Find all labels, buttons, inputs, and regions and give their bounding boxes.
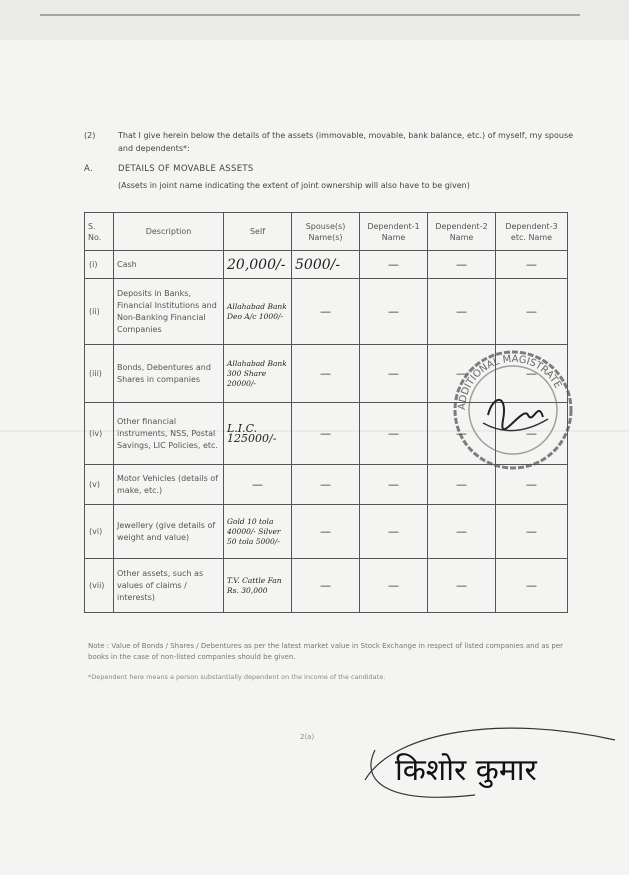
row-description: Cash — [114, 251, 224, 279]
paper-crease-top — [0, 0, 629, 40]
dash-dependent-1: — — [388, 579, 399, 592]
section-label: A. — [84, 164, 93, 174]
section-title: DETAILS OF MOVABLE ASSETS — [118, 164, 254, 174]
row-spouse — [292, 251, 360, 279]
handwritten-self: Allahabad Bank Deo A/c 1000/- — [227, 301, 287, 321]
row-dependent-1 — [360, 279, 428, 345]
note-text: Value of Bonds / Shares / Debentures as per the latest market value in Stock Exchange in respect of listed companies and as per books in the case of non-listed companies should be given. — [88, 642, 564, 661]
signature — [355, 720, 625, 810]
row-description: Deposits in Banks, Financial Institutions and Non-Banking Financial Companies — [114, 279, 224, 345]
row-dependent-3 — [496, 251, 568, 279]
top-cut-line — [40, 14, 580, 16]
row-spouse — [292, 505, 360, 559]
row-sno: (iv) — [85, 403, 114, 465]
row-description: Bonds, Debentures and Shares in companies — [114, 345, 224, 403]
dash-dependent-2: — — [456, 579, 467, 592]
dash-dependent-1: — — [388, 478, 399, 491]
row-self — [224, 465, 292, 505]
row-dependent-1 — [360, 559, 428, 613]
dash-dependent-1: — — [388, 427, 399, 440]
dash-dependent-2: — — [456, 305, 467, 318]
table-row — [85, 251, 568, 279]
row-description: Jewellery (give details of weight and value) — [114, 505, 224, 559]
dash-spouse: — — [320, 305, 331, 318]
row-dependent-1 — [360, 505, 428, 559]
row-spouse — [292, 345, 360, 403]
dash-dependent-2: — — [456, 258, 467, 271]
row-sno: (vi) — [85, 505, 114, 559]
table-row — [85, 559, 568, 613]
clause-number: (2) — [84, 131, 96, 140]
dash-dependent-2: — — [456, 367, 467, 380]
header-spouse: Spouse(s) Name(s) — [292, 213, 360, 251]
dash-dependent-3: — — [526, 478, 537, 491]
dash-dependent-1: — — [388, 367, 399, 380]
row-description: Other financial instruments, NSS, Postal Savings, LIC Policies, etc. — [114, 403, 224, 465]
signature-text: किशोर कुमार — [395, 753, 537, 788]
row-self — [224, 403, 292, 465]
row-sno: (ii) — [85, 279, 114, 345]
row-dependent-3 — [496, 559, 568, 613]
row-self — [224, 559, 292, 613]
dash-dependent-2: — — [456, 525, 467, 538]
row-sno: (vii) — [85, 559, 114, 613]
row-self — [224, 505, 292, 559]
dash-dependent-3: — — [526, 579, 537, 592]
row-description: Other assets, such as values of claims / interests) — [114, 559, 224, 613]
dash-spouse: — — [320, 427, 331, 440]
header-description: Description — [114, 213, 224, 251]
handwritten-self: Gold 10 tola 40000/- Silver 50 tola 5000/- — [227, 516, 281, 546]
header-dependent-1: Dependent-1 Name — [360, 213, 428, 251]
seal-text: ADDITIONAL MAGISTRATE — [456, 353, 564, 411]
dash-dependent-3: — — [526, 367, 537, 380]
dash-self: — — [252, 478, 263, 491]
section-note: (Assets in joint name indicating the extent of joint ownership will also have to be given) — [118, 181, 470, 190]
note-label: Note : — [88, 642, 110, 650]
handwritten-self: T.V. Cattle Fan Rs. 30,000 — [227, 575, 282, 595]
table-row — [85, 279, 568, 345]
footnote: *Dependent here means a person substantially dependent on the income of the candidate. — [88, 673, 386, 681]
handwritten-spouse: 5000/- — [295, 256, 341, 273]
row-self — [224, 279, 292, 345]
dash-dependent-3: — — [526, 258, 537, 271]
table-header-row — [85, 213, 568, 251]
row-dependent-1 — [360, 251, 428, 279]
row-dependent-1 — [360, 465, 428, 505]
dash-spouse: — — [320, 525, 331, 538]
dash-dependent-3: — — [526, 305, 537, 318]
dash-dependent-1: — — [388, 258, 399, 271]
row-spouse — [292, 465, 360, 505]
row-dependent-2 — [428, 559, 496, 613]
row-dependent-3 — [496, 279, 568, 345]
row-dependent-2 — [428, 251, 496, 279]
dash-spouse: — — [320, 367, 331, 380]
dash-dependent-3: — — [526, 525, 537, 538]
handwritten-self: Allahabad Bank 300 Share 20000/- — [227, 358, 287, 388]
row-sno: (iii) — [85, 345, 114, 403]
note-block — [88, 641, 568, 663]
header-dependent-3: Dependent-3 etc. Name — [496, 213, 568, 251]
dash-dependent-2: — — [456, 478, 467, 491]
page-number: 2(a) — [300, 733, 315, 741]
row-self — [224, 251, 292, 279]
row-dependent-3 — [496, 505, 568, 559]
dash-dependent-3: — — [526, 427, 537, 440]
dash-spouse: — — [320, 478, 331, 491]
dash-dependent-2: — — [456, 427, 467, 440]
row-dependent-1 — [360, 345, 428, 403]
dash-spouse: — — [320, 579, 331, 592]
row-dependent-2 — [428, 279, 496, 345]
row-sno: (v) — [85, 465, 114, 505]
table-row — [85, 505, 568, 559]
clause-text: That I give herein below the details of the assets (immovable, movable, bank balance, etc.) of myself, my spouse and dependents*: — [118, 131, 574, 153]
handwritten-self: 20,000/- — [227, 256, 286, 273]
row-spouse — [292, 403, 360, 465]
handwritten-self: L.I.C. 125000/- — [227, 421, 277, 445]
official-seal-stamp — [448, 345, 578, 475]
row-dependent-2 — [428, 505, 496, 559]
row-sno: (i) — [85, 251, 114, 279]
row-spouse — [292, 279, 360, 345]
row-dependent-1 — [360, 403, 428, 465]
header-sno: S. No. — [85, 213, 114, 251]
row-description: Motor Vehicles (details of make, etc.) — [114, 465, 224, 505]
header-self: Self — [224, 213, 292, 251]
header-dependent-2: Dependent-2 Name — [428, 213, 496, 251]
dash-dependent-1: — — [388, 305, 399, 318]
dash-dependent-1: — — [388, 525, 399, 538]
row-self — [224, 345, 292, 403]
row-spouse — [292, 559, 360, 613]
